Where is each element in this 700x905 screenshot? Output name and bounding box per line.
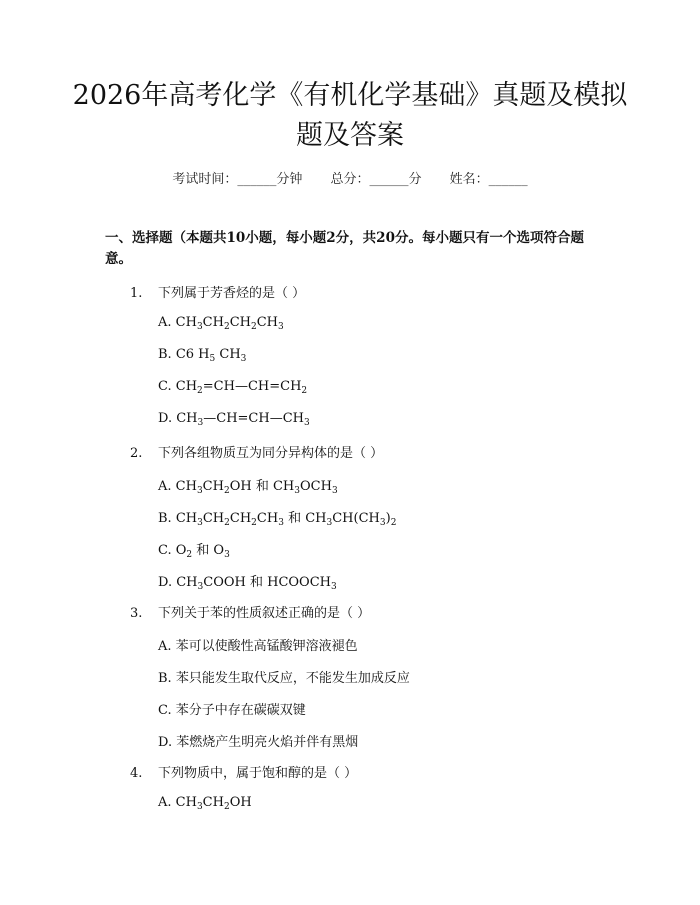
section-heading: 一、选择题（本题共10小题，每小题2分，共20分。每小题只有一个选项符合题意。: [105, 230, 584, 267]
question-text: 下列属于芳香烃的是（ ）: [158, 286, 306, 301]
option-2b: B. $CH_3CH_2CH_2CH_3$ 和 $CH_3CH(CH_3)_2$: [158, 511, 397, 528]
question-number: 2.: [130, 446, 143, 461]
question-3: [130, 602, 370, 621]
exam-name: 姓名：______: [449, 172, 528, 187]
question-text: 下列物质中，属于饱和醇的是（ ）: [158, 766, 358, 781]
option-3c: C. 苯分子中存在碳碳双键: [158, 703, 306, 718]
option-2d: D. $CH_3COOH$ 和 $HCOOCH_3$: [158, 575, 337, 592]
exam-meta: [0, 168, 700, 187]
option-2a: A. $CH_3CH_2OH$ 和 $CH_3OCH_3$: [158, 479, 338, 496]
option-2c: C. $O_2$ 和 $O_3$: [158, 543, 230, 560]
question-4: [130, 762, 357, 781]
option-3b: B. 苯只能发生取代反应，不能发生加成反应: [158, 671, 410, 686]
exam-score: 总分：______分: [330, 172, 422, 187]
option-1d: D. $CH_3—CH=CH—CH_3$: [158, 411, 310, 428]
exam-time: 考试时间：______分钟: [172, 172, 303, 187]
option-3a: A. 苯可以使酸性高锰酸钾溶液褪色: [158, 639, 358, 654]
question-2: [130, 442, 383, 461]
option-1c: C. $CH_2=CH—CH=CH_2$: [158, 379, 308, 396]
question-1: [130, 282, 305, 301]
option-3d: D. 苯燃烧产生明亮火焰并伴有黑烟: [158, 735, 359, 750]
question-text: 下列关于苯的性质叙述正确的是（ ）: [158, 606, 371, 621]
question-number: 3.: [130, 606, 143, 621]
question-number: 4.: [130, 766, 143, 781]
page-title: 2026年高考化学《有机化学基础》真题及模拟题及答案: [72, 80, 628, 151]
question-text: 下列各组物质互为同分异构体的是（ ）: [158, 446, 384, 461]
option-4a: A. $CH_3CH_2OH$: [158, 795, 252, 812]
question-number: 1.: [130, 286, 143, 301]
option-1a: A. $CH_3CH_2CH_2CH_3$: [158, 315, 284, 332]
option-1b: B. C6 $H_5$ $CH_3$: [158, 347, 247, 364]
